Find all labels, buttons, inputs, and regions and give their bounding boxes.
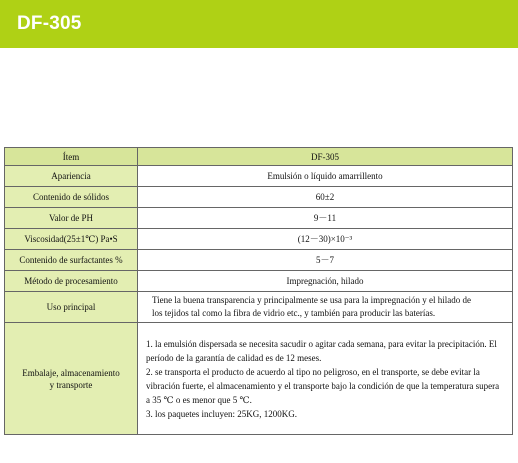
row-label: Valor de PH — [5, 208, 138, 229]
table-row-embalaje — [5, 323, 513, 435]
row-label: Uso principal — [5, 292, 138, 323]
header-value-cell: DF-305 — [138, 148, 513, 166]
row-value: 9－11 — [138, 208, 513, 229]
row-label-embalaje — [5, 323, 138, 435]
row-label: Método de procesamiento — [5, 271, 138, 292]
page-title: DF-305 — [17, 13, 82, 34]
row-value: 60±2 — [138, 187, 513, 208]
embalaje-line: 2. se transporta el producto de acuerdo al tipo no peligroso, en el transporte, se debe evitar la — [146, 366, 480, 377]
table-header-row — [5, 148, 513, 166]
header-bar — [0, 0, 518, 48]
row-value: Impregnación, hilado — [138, 271, 513, 292]
row-label: Viscosidad(25±1℃) Pa•S — [5, 229, 138, 250]
uso-line: los tejidos tal como la fibra de vidrio etc., y también para producir las baterías. — [152, 308, 436, 318]
spec-table — [4, 147, 513, 435]
embalaje-line: 3. los paquetes incluyen: 25KG, 1200KG. — [146, 408, 297, 419]
row-value: 5－7 — [138, 250, 513, 271]
embalaje-label-line: Embalaje, almacenamiento — [22, 367, 120, 378]
embalaje-line: período de la garantía de calidad es de 12 meses. — [146, 352, 322, 363]
table-row — [5, 166, 513, 187]
table-row — [5, 271, 513, 292]
embalaje-line: 1. la emulsión dispersada se necesita sacudir o agitar cada semana, para evitar la precipitación. El — [146, 338, 497, 349]
row-label: Contenido de sólidos — [5, 187, 138, 208]
embalaje-line: vibración fuerte, el almacenamiento y el transporte bajo la condición de que la temperatura supera — [146, 380, 500, 391]
table-row — [5, 187, 513, 208]
table-row — [5, 229, 513, 250]
row-value: Emulsión o líquido amarrillento — [138, 166, 513, 187]
embalaje-label-line: y transporte — [49, 379, 93, 390]
table-row-uso — [5, 292, 513, 323]
embalaje-line: a 35 ℃ o es menor que 5 ℃. — [146, 394, 252, 405]
row-value: (12－30)×10⁻³ — [138, 229, 513, 250]
table-row — [5, 250, 513, 271]
uso-line: Tiene la buena transparencia y principalmente se usa para la impregnación y el hilado de — [152, 295, 472, 305]
row-label: Apariencia — [5, 166, 138, 187]
row-value-embalaje — [138, 323, 513, 435]
table-row — [5, 208, 513, 229]
row-label: Contenido de surfactantes % — [5, 250, 138, 271]
row-value-uso — [138, 292, 513, 323]
header-item-cell: Ítem — [5, 148, 138, 166]
